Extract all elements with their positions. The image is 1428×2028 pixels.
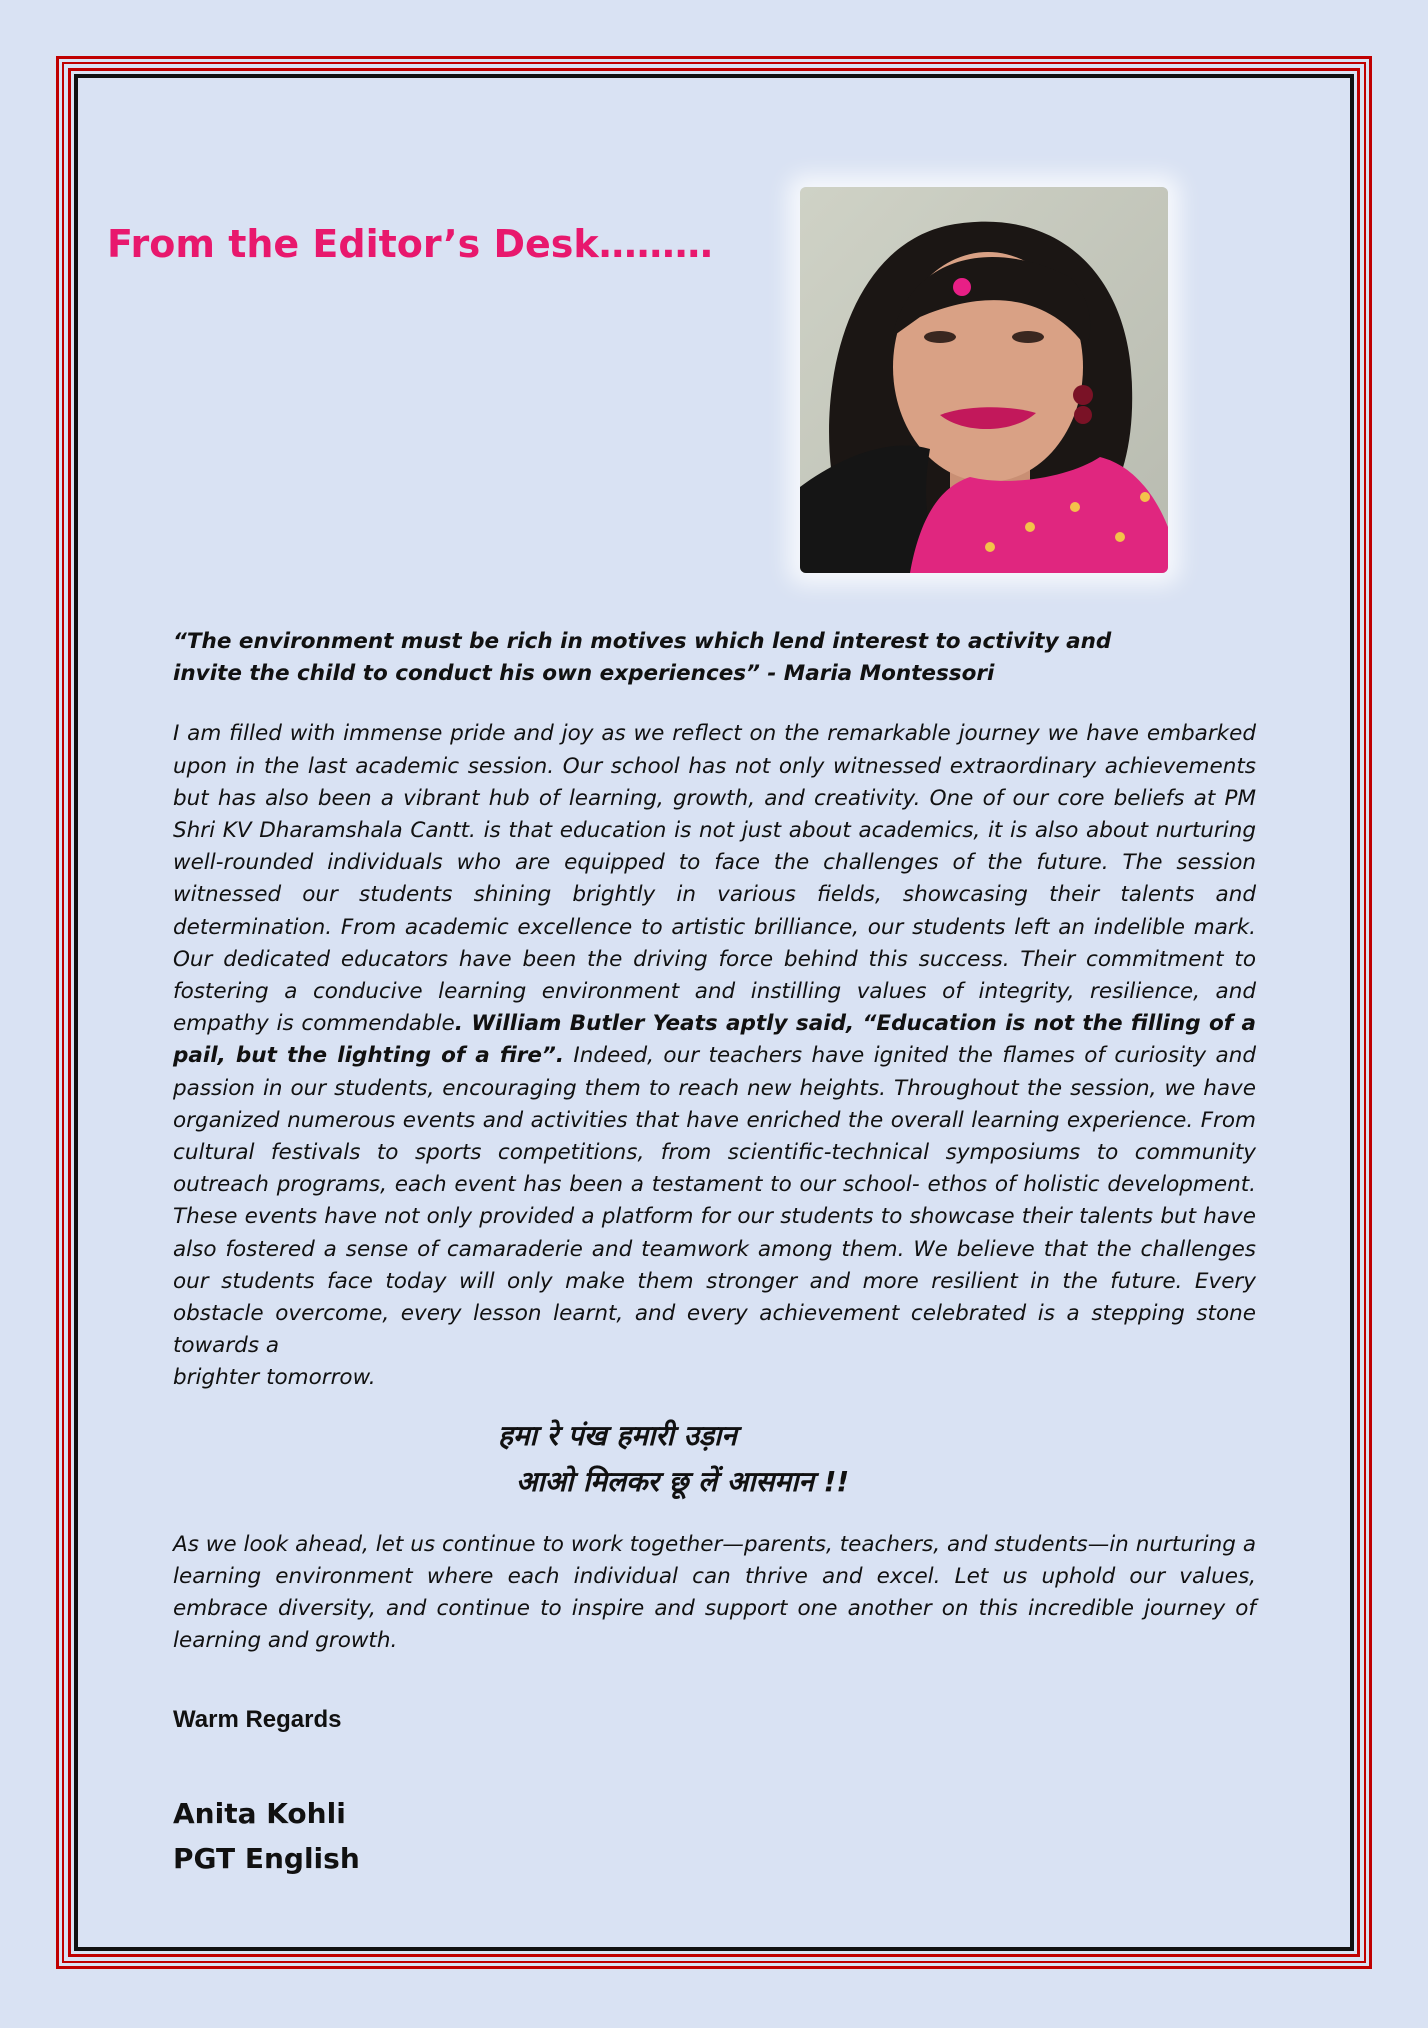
- quote-line-1: “The environment must be rich in motives which lend interest to activity and: [173, 629, 1112, 654]
- page-title: From the Editor’s Desk………: [107, 222, 713, 266]
- author-designation: PGT English: [173, 1842, 360, 1875]
- hindi-line-2: आओ मिलकर छू लें आसमान !!: [516, 1464, 850, 1498]
- hindi-line-1: हमा रे पंख हमारी उड़ान: [498, 1418, 737, 1452]
- quote-line-2: invite the child to conduct his own experiences” - Maria Montessori: [173, 661, 995, 687]
- opening-quote: [173, 626, 1256, 690]
- paragraph-1-text-a: I am filled with immense pride and joy as we reflect on the remarkable journey we have embarked upon in the last academic session. Our school has not only witnessed extraordinary achievements but has also been a vibrant hub of learning, growth, and creativity. One of our core beliefs at PM Shri KV Dharamshala Cantt. is that education is not just about academics, it is also about nurturing well-rounded individuals who are equipped to face the challenges of the future. The session witnessed our students shining brightly in various fields, showcasing their talents and determination. From academic excellence to artistic brilliance, our students left an indelible mark. Our dedicated educators have been the driving force behind this success. Their commitment to fostering a conducive learning environment and instilling values of integrity, resilience, and empathy is commendable: [173, 721, 1256, 1037]
- editorial-content: [173, 626, 1256, 1657]
- body-paragraph-2: As we look ahead, let us continue to work together—parents, teachers, and students—in nurturing a learning environment where each individual can thrive and excel. Let us uphold our values, embrace diversity, and continue to inspire and support one another on this incredible journey of learning and growth.: [173, 1531, 1256, 1654]
- closing-regards: Warm Regards: [173, 1706, 342, 1733]
- author-name: Anita Kohli: [173, 1797, 346, 1830]
- body-paragraph-1: [173, 718, 1256, 1362]
- portrait-photo-icon: [800, 187, 1168, 573]
- paragraph-1-text-b: Indeed, our teachers have ignited the flames of curiosity and passion in our students, encouraging them to reach new heights. Throughout the session, we have organized numerous events and activities that have enriched the overall learning experience. From cultural festivals to sports competitions, from scientific-technical symposiums to community outreach programs, each event has been a testament to our school- ethos of holistic development. These events have not only provided a platform for our students to showcase their talents but have also fostered a sense of camaraderie and teamwork among them. We believe that the challenges our students face today will only make them stronger and more resilient in the future. Every obstacle overcome, every lesson learnt, and every achievement celebrated is a stepping stone towards a: [173, 1043, 1256, 1359]
- hindi-couplet: [173, 1413, 1256, 1505]
- editor-photo: [800, 187, 1168, 573]
- paragraph-1-ending: brighter tomorrow.: [173, 1365, 376, 1391]
- yeats-quote: . William Butler Yeats aptly said, “Education is not the filling of a pail, but the lighting of a fire”.: [173, 1011, 1256, 1069]
